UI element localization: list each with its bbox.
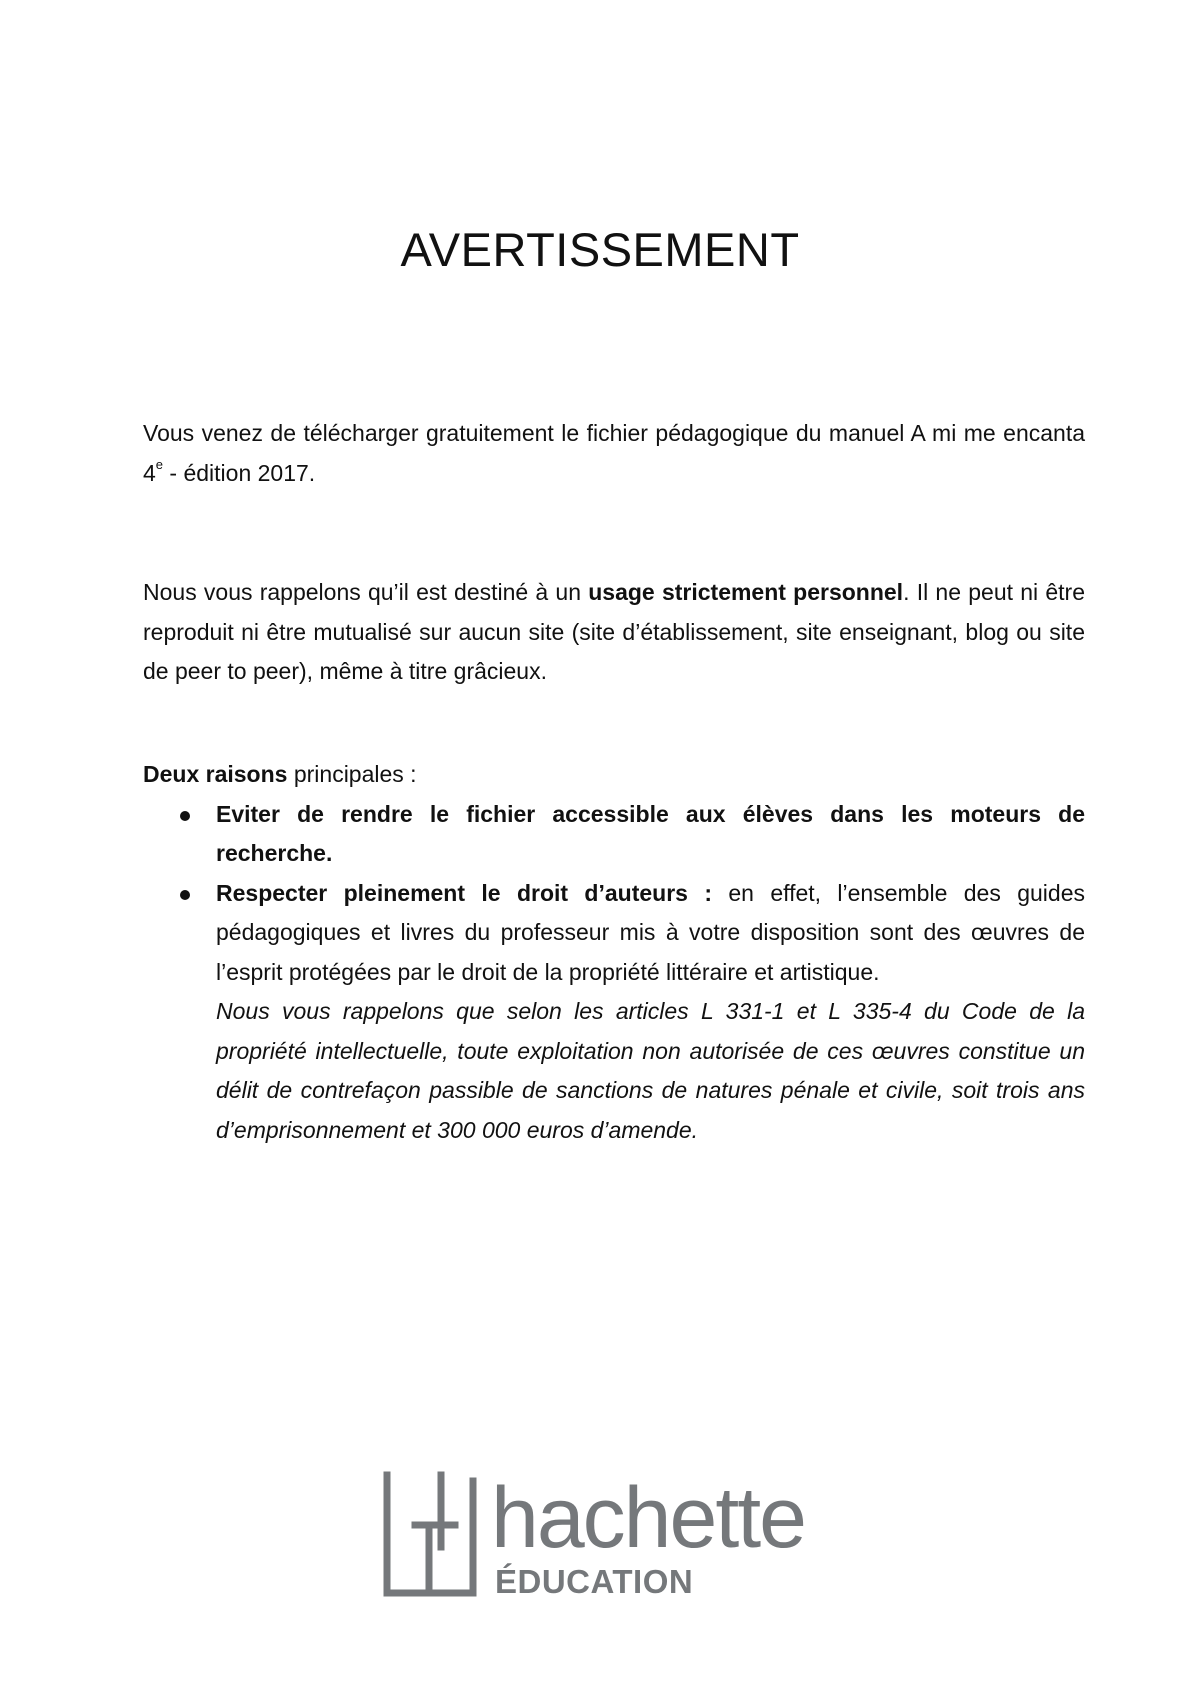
reason-2-text: en effet, l’ensemble des guides pédagogiques et livres du professeur mis à votre disposition sont des œuvres de l’esprit protégées par le droit de la propriété littéraire et artistique. (216, 879, 1085, 985)
reason-2-heading: Respecter pleinement le droit d’auteurs : (216, 879, 712, 906)
download-notice-text: Vous venez de télécharger gratuitement le fichier pédagogique du manuel A mi me encanta 4 (143, 420, 1085, 486)
logo-mark-left (387, 1475, 429, 1593)
list-item (143, 874, 1085, 1151)
bullet-icon (180, 890, 190, 900)
reasons-list (143, 795, 1085, 1151)
logo-mark-right (427, 1481, 473, 1593)
reasons-heading (143, 755, 1085, 795)
personal-use-intro: Nous vous rappelons qu’il est destiné à un (143, 579, 589, 605)
download-notice-paragraph (143, 414, 1085, 493)
reasons-section (143, 755, 1085, 1150)
grade-superscript: e (155, 456, 164, 472)
edition-text: - édition 2017. (163, 459, 316, 486)
hachette-logo-icon (383, 1463, 823, 1598)
personal-use-paragraph (143, 573, 1085, 692)
reasons-heading-rest: principales : (287, 761, 417, 787)
bullet-icon (180, 811, 190, 821)
personal-use-rest: . Il ne peut ni être reproduit ni être mutualisé sur aucun site (site d’établissement, site enseignant, blog ou site de peer to peer), même à titre grâcieux. (143, 579, 1085, 684)
reason-1-text: Eviter de rendre le fichier accessible aux élèves dans les moteurs de recherche. (216, 800, 1085, 866)
reasons-heading-bold: Deux raisons (143, 761, 288, 787)
logo-subline: ÉDUCATION (495, 1563, 694, 1598)
hachette-education-logo (383, 1463, 823, 1598)
page-title: AVERTISSEMENT (400, 223, 800, 276)
personal-use-emphasis: usage strictement personnel (588, 579, 904, 605)
legal-note: Nous vous rappelons que selon les articles L 331-1 et L 335-4 du Code de la propriété intellectuelle, toute exploitation non autorisée de ces œuvres constitue un délit de contrefaçon passible de sanctions de natures pénale et civile, soit trois ans d’emprisonnement et 300 000 euros d’amende. (216, 998, 1085, 1143)
list-item (143, 795, 1085, 874)
logo-wordmark: hachette (491, 1470, 805, 1566)
